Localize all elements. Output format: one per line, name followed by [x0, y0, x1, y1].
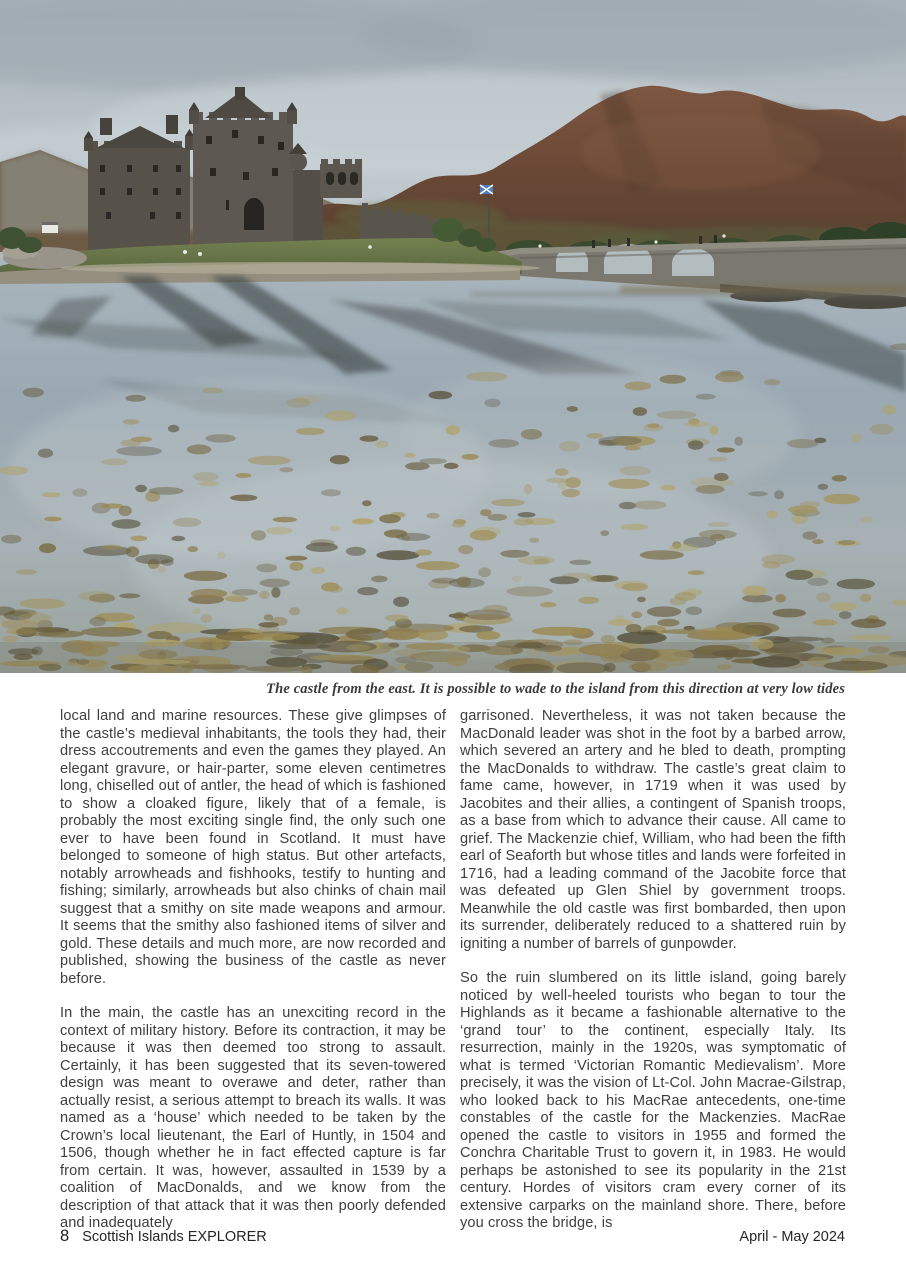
footer-left: [60, 1227, 267, 1246]
article-column-right: [460, 708, 846, 1250]
page-footer: [60, 1227, 845, 1246]
photo-caption: The castle from the east. It is possible to wade to the island from this direction at very low tides: [266, 681, 845, 697]
paragraph: In the main, the castle has an unexciting record in the context of military history. Before its contraction, it may be because it was then deemed too strong to assault. Certainly, it has been suggested that its seven-towered design was meant to overawe and deter, rather than actually resist, a serious attempt to breach its walls. It was named as a ‘house’ which needed to be taken by the Crown’s local lieutenant, the Earl of Huntly, in 1504 and 1506, though whether he in fact effected capture is far from certain. It was, however, assaulted in 1539 by a coalition of MacDonalds, and we know from the description of that attack that it was then poorly defended and inadequately: [60, 1005, 446, 1231]
paragraph: local land and marine resources. These give glimpses of the castle’s medieval inhabitants, the tools they had, their dress accoutrements and even the games they played. An elegant gravure, or hair-parter, some eleven centimetres long, chiselled out of antler, the head of which is fashioned to show a cloaked figure, likely that of a female, is probably the most exciting single find, the only such one ever to have been found in Scotland. It must have belonged to someone of high status. But other artefacts, notably arrowheads and fishhooks, testify to hunting and fishing; similarly, arrowheads but also chinks of chain mail suggest that a smithy on site made weapons and armour. It seems that the smithy also fashioned items of silver and gold. These details and much more, are now recorded and published, showing the business of the castle as never before.: [60, 708, 446, 987]
issue-date: April - May 2024: [739, 1229, 845, 1245]
paragraph: So the ruin slumbered on its little island, going barely noticed by well-heeled tourists who began to tour the Highlands as it became a fashionable alternative to the ‘grand tour’ to the continent, especially Italy. Its resurrection, mainly in the 1920s, was symptomatic of what is termed ‘Victorian Romantic Medievalism’. More precisely, it was the vision of Lt-Col. John Macrae-Gilstrap, who looked back to his MacRae antecedents, one-time constables of the castle for the Mackenzies. MacRae opened the castle to visitors in 1955 and formed the Conchra Charitable Trust to govern it, in 1983. He would perhaps be astonished to see its popularity in the 21st century. Hordes of visitors cram every corner of its extensive carparks on the mainland shore. There, before you cross the bridge, is: [460, 970, 846, 1231]
page-number: 8: [60, 1227, 70, 1245]
sea-gate-arch: [244, 198, 264, 230]
article-column-left: [60, 708, 446, 1250]
paragraph: garrisoned. Nevertheless, it was not taken because the MacDonald leader was shot in the foot by a barbed arrow, which severed an artery and he bled to death, prompting the MacDonalds to withdraw. The castle’s great claim to fame came, however, in 1719 when it was used by Jacobites and their allies, a contingent of Spanish troops, as a base from which to advance their cause. All came to grief. The Mackenzie chief, William, who had been the fifth earl of Seaforth but whose titles and lands were forfeited in 1716, had a leading command of the Jacobite force that was defeated up Glen Shiel by government troops. Meanwhile the old castle was first bombarded, then upon its surrender, deliberately reduced to a shattered ruin by igniting a number of barrels of gunpowder.: [460, 708, 846, 952]
shore-shadow: [0, 642, 906, 673]
magazine-title: Scottish Islands EXPLORER: [82, 1229, 267, 1245]
article-body: [60, 708, 846, 1250]
